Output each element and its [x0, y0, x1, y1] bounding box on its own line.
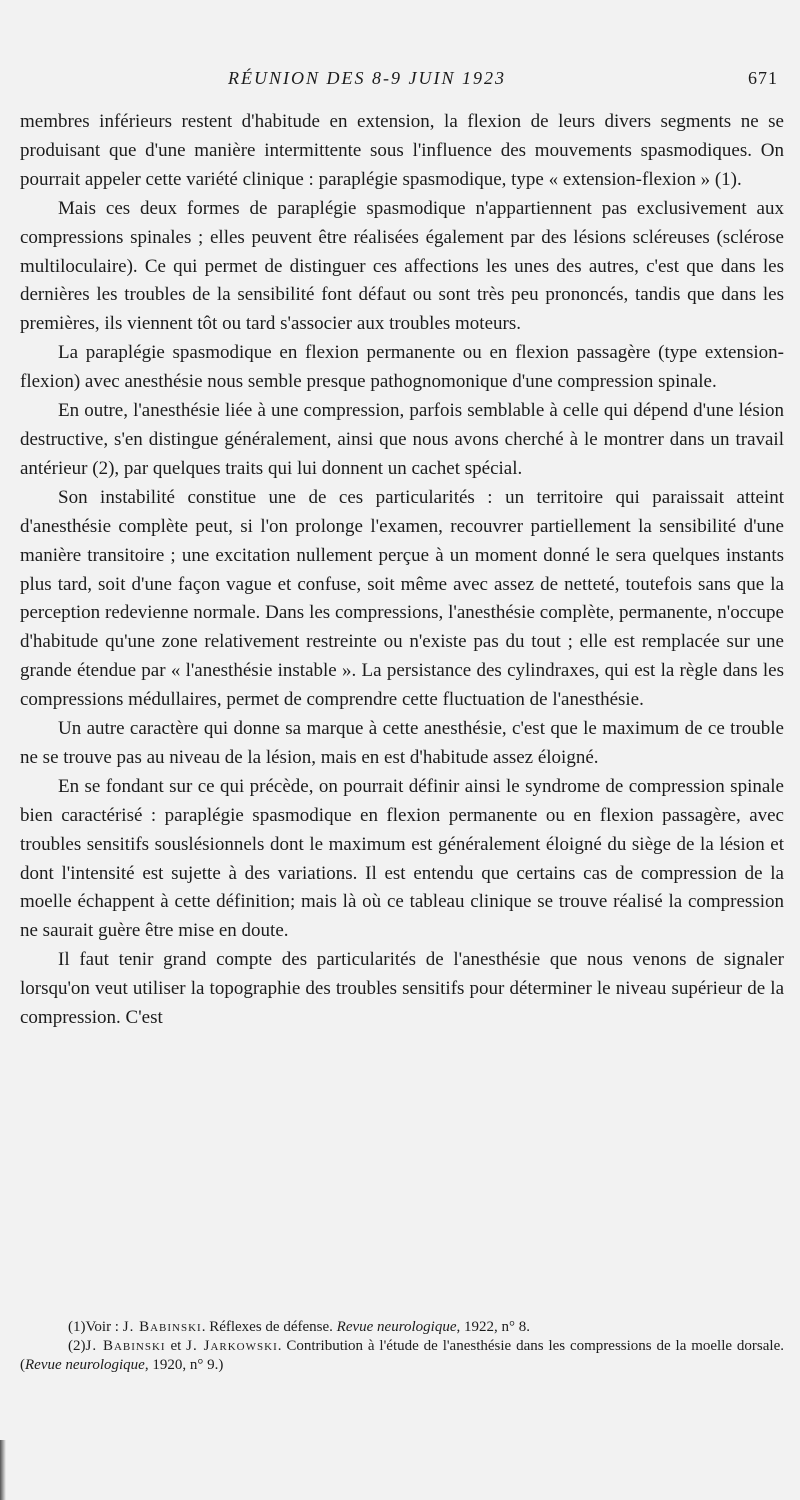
paragraph-1: membres inférieurs restent d'habitude en extension, la flexion de leurs divers segments ne se produisant que d'une manière intermittente sous l'influence des mouvements spasmodiques. On pourrait appeler cette variété clinique : paraplégie spasmodique, type « extension-flexion » (1). — [20, 111, 784, 190]
footnote-2-author-1: J. Babinski — [85, 1338, 166, 1354]
footnote-1 — [20, 1318, 784, 1337]
paragraph-4: En outre, l'anesthésie liée à une compression, parfois semblable à celle qui dépend d'une lésion destructive, s'en distingue généralement, ainsi que nous avons cherché à le montrer dans un travail antérieur (2), par quelques traits qui lui donnent un cachet spécial. — [20, 400, 784, 479]
footnote-2-title: . Contribution à l'étude de l'anesthésie dans les compressions de la moelle dorsale. ( — [20, 1338, 784, 1373]
body-text — [20, 108, 784, 1033]
running-title: RÉUNION DES 8-9 JUIN 1923 — [228, 68, 506, 88]
footnote-1-title: . Réflexes de défense. — [201, 1319, 337, 1335]
paragraph-2: Mais ces deux formes de paraplégie spasmodique n'appartiennent pas exclusivement aux compressions spinales ; elles peuvent être réalisées également par des lésions scléreuses (sclérose multiloculaire). Ce qui permet de distinguer ces affections les unes des autres, c'est que dans les dernières les troubles de la sensibilité font défaut ou sont très peu prononcés, tandis que dans les premières, ils viennent tôt ou tard s'associer aux troubles moteurs. — [20, 197, 784, 335]
paragraph-5: Son instabilité constitue une de ces particularités : un territoire qui paraissait atteint d'anesthésie complète peut, si l'on prolonge l'examen, recouvrer partiellement la sensibilité d'une manière transitoire ; une excitation nullement perçue à un moment donné le sera quelques instants plus tard, soit d'une façon vague et confuse, soit même avec assez de netteté, toutefois sans que la perception redevienne normale. Dans les compressions, l'anesthésie complète, permanente, n'occupe d'habitude qu'une zone relativement restreinte ou n'existe pas du tout ; elle est remplacée sur une grande étendue par « l'anesthésie instable ». La persistance des cylindraxes, qui est la règle dans les compressions médullaires, permet de comprendre cette fluctuation de l'anesthésie. — [20, 486, 784, 711]
paragraph-3: La paraplégie spasmodique en flexion permanente ou en flexion passagère (type extension-flexion) avec anesthésie nous semble presque pathognomonique d'une compression spinale. — [20, 342, 784, 393]
footnote-2-suffix: , 1920, n° 9.) — [144, 1357, 224, 1373]
footnote-2-author-2: J. Jarkowski — [186, 1338, 278, 1354]
paragraph-7: En se fondant sur ce qui précède, on pourrait définir ainsi le syndrome de compression spinale bien caractérisé : paraplégie spasmodique en flexion permanente ou en flexion passagère, avec troubles sensitifs souslésionnels dont le maximum est généralement éloigné du siège de la lésion et dont l'intensité est sujette à des variations. Il est entendu que certains cas de compression de la moelle échappent à cette définition; mais là où ce tableau clinique se trouve réalisé la compression ne saurait guère être mise en doute. — [20, 775, 784, 942]
footnote-1-author: J. Babinski — [122, 1319, 202, 1335]
footnote-1-suffix: , 1922, n° 8. — [456, 1319, 530, 1335]
footnote-2-and: et — [165, 1338, 187, 1354]
footnote-1-journal: Revue neurologique — [336, 1319, 457, 1335]
footnotes — [20, 1318, 784, 1375]
footnote-2 — [20, 1337, 784, 1375]
footnote-2-mark: (2) — [68, 1338, 86, 1354]
page-number: 671 — [748, 68, 778, 88]
footnote-2-journal: Revue neurologique — [25, 1357, 145, 1373]
footnote-1-prefix: Voir : — [85, 1319, 123, 1335]
scan-edge-shadow — [0, 1440, 6, 1500]
paragraph-6: Un autre caractère qui donne sa marque à cette anesthésie, c'est que le maximum de ce trouble ne se trouve pas au niveau de la lésion, mais en est d'habitude assez éloigné. — [20, 718, 784, 768]
footnote-1-mark: (1) — [68, 1319, 86, 1335]
running-head — [0, 64, 800, 94]
paragraph-8: Il faut tenir grand compte des particularités de l'anesthésie que nous venons de signaler lorsqu'on veut utiliser la topographie des troubles sensitifs pour déterminer le niveau supérieur de la compression. C'est — [20, 949, 784, 1029]
